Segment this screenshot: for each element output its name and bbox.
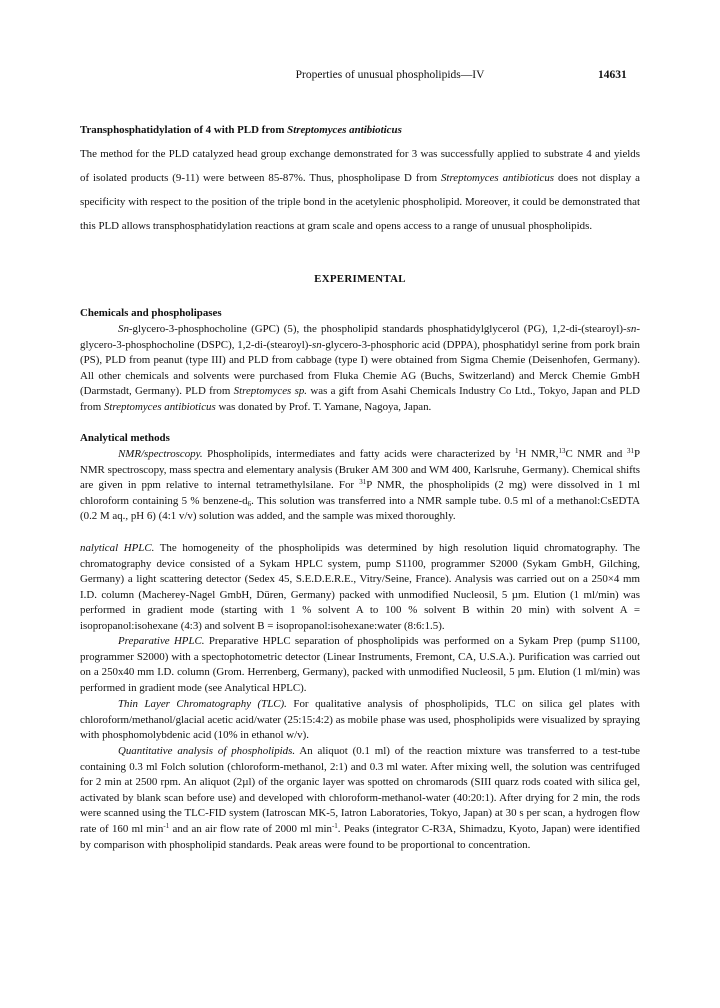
paragraph-text: P NMR, the phospholipids (2 mg) were dissolved in 1 ml chloroform containing 5 % benzene-d xyxy=(80,479,640,507)
paragraph-chemicals xyxy=(80,322,640,416)
species-name: Streptomyces sp. xyxy=(233,385,308,398)
paragraph-text: The homogeneity of the phospholipids was determined by high resolution liquid chromatography. The chromatography device consisted of a Sykam HPLC system, pump S1100, programmer S2000 (Sykam GmbH, Gilching, Germany) a light scattering detector (Sedex 45, S.E.D.E.R.E., Vitry/Seine, France). Analysis was carried out on a 250×4 mm I.D. column (Macherey-Nagel GmbH, Düren, Germany) packed with unmodified Nucleosil, 5 µm. Elution (1 ml/min) was performed in gradient mode (starting with 1 % solvent A to 100 % solvent B within 20 min) with solvent A = isopropanol:isohexane (4:3) and solvent B = isopropanol:isohexane:water (8:6:1.5). xyxy=(80,542,641,632)
paragraph-text: The method for the PLD catalyzed head group exchange demonstrated for 3 was successfully applied to substrate 4 and yields of isolated products (9-11) were between 85-87%. Thus, phospholipase D from xyxy=(80,148,640,184)
paragraph-text: -glycero-3-phosphocholine (DSPC), 1,2-di-(stearoyl)- xyxy=(80,323,640,351)
paragraph-transphosphatidylation xyxy=(80,142,640,238)
paragraph-text: P NMR spectroscopy, mass spectra and elementary analysis (Bruker AM 300 and WM 400, Karlsruhe, Germany). Chemical shifts are given in ppm relative to internal tetramethylsilane. For xyxy=(80,448,641,492)
sn-prefix: sn xyxy=(312,338,322,351)
paragraph-text: -glycero-3-phosphocholine (GPC) (5), the phospholipid standards phosphatidylglycerol (PG), 1,2-di-(stearoyl)- xyxy=(128,323,627,335)
paragraph-text: For qualitative analysis of phospholipids, TLC on silica gel plates with chloroform/methanol/glacial acetic acid/water (25:15:4:2) as mobile phase was used, phospholipids were visualized by spraying with phosphomolybdenic acid (10% in ethanol w/v). xyxy=(80,698,640,742)
paragraph-text: C NMR and xyxy=(565,448,627,460)
superscript: 31 xyxy=(626,447,634,455)
paragraph-text: does not display a specificity with respect to the position of the triple bond in the acetylenic phospholipid. Moreover, it could be demonstrated that this PLD allows transphosphatidylation reactions at gram scale and opens access to a range of unusual phospholipids. xyxy=(80,172,640,232)
paragraph-text: Phospholipids, intermediates and fatty acids were characterized by xyxy=(202,448,515,460)
paragraph-text: An aliquot (0.1 ml) of the reaction mixture was transferred to a test-tube containing 0.3 ml Folch solution (chloroform-methanol, 2:1) and 0.3 ml water. After mixing well, the solution was centrifuged for 2 min at 2500 rpm. An aliquot (2µl) of the organic layer was spotted on chromarods (SIII quarz rods coated with silica gel, activated by blank scan before use) and developed with chloroform-methanol-water (40:20:1). After drying for 2 min, the rods were scanned using the TLC-FID system (Iatroscan MK-5, Iatron Laboratories, Tokyo, Japan) at 30 s per scan, a hydrogen flow rate of 160 ml min xyxy=(80,745,640,835)
paragraph-text: H NMR, xyxy=(518,448,559,460)
superscript: 1 xyxy=(514,447,519,455)
subsection-label: Thin Layer Chromatography (TLC). xyxy=(118,698,287,710)
paragraph-text: . Peaks (integrator C-R3A, Shimadzu, Kyoto, Japan) were identified by comparison with phospholipid standards. Peak areas were found to be proportional to concentration. xyxy=(80,822,640,851)
heading-species: Streptomyces antibioticus xyxy=(287,124,402,136)
paragraph-preparative-hplc xyxy=(80,634,640,696)
superscript: 31 xyxy=(359,478,367,487)
subsection-label: Quantitative analysis of phospholipids. xyxy=(118,745,296,757)
heading-analytical-methods: Analytical methods xyxy=(80,432,170,444)
superscript: -1 xyxy=(163,821,170,830)
sn-prefix: sn xyxy=(626,323,637,335)
running-title: Properties of unusual phospholipids—IV xyxy=(295,69,485,81)
paragraph-text: was donated by Prof. T. Yamane, Nagoya, Japan. xyxy=(215,400,432,413)
sn-prefix: Sn xyxy=(118,323,129,335)
page-number: 14631 xyxy=(598,69,627,81)
heading-text: Transphosphatidylation of 4 with PLD from xyxy=(80,124,288,136)
paragraph-text: was a gift from Asahi Chemicals Industry Co Ltd., Tokyo, Japan and PLD from xyxy=(80,385,640,413)
experimental-title: EXPERIMENTAL xyxy=(314,273,406,285)
superscript: -1 xyxy=(331,821,338,830)
paragraph-nmr xyxy=(80,447,640,525)
section-heading-transphosphatidylation xyxy=(80,124,402,136)
paragraph-text: -glycero-3-phosphoric acid (DPPA), phosphatidyl serine from pork brain (PS), PLD from peanut (type III) and PLD from cabbage (type I) were obtained from Sigma Chemie (Deisenhofen, Germany). All other chemicals and solvents were purchased from Fluka Chemie AG (Buchs, Switzerland) and Merck Chemie GmbH (Darmstadt, Germany). PLD from xyxy=(80,338,640,398)
paragraph-text: Preparative HPLC separation of phospholipids was performed on a Sykam Prep (pump S1100, programmer S2000) with a spectophotometric detector (Linear Instruments, Fremont, CA, U.S.A.). Purification was carried out on a 250x40 mm I.D. column (Grom. Herrenberg, Germany), packed with unmodified Nucleosil, 5 µm. Elution (1 ml/min) was performed in gradient mode (see Analytical HPLC). xyxy=(80,635,640,694)
subscript: 6 xyxy=(247,499,252,508)
subsection-label: Preparative HPLC. xyxy=(118,635,205,647)
heading-chemicals: Chemicals and phospholipases xyxy=(80,307,222,319)
paragraph-quantitative-analysis xyxy=(80,744,640,853)
paragraph-tlc xyxy=(80,697,640,744)
species-name: Streptomyces antibioticus xyxy=(440,172,555,184)
species-name: Streptomyces antibioticus xyxy=(103,400,216,413)
paragraph-text: and an air flow rate of 2000 ml min xyxy=(169,822,332,835)
subsection-label: nalytical HPLC. xyxy=(80,542,155,554)
subsection-label: NMR/spectroscopy. xyxy=(118,448,203,460)
paragraph-analytical-hplc xyxy=(80,541,640,635)
paragraph-text: . This solution was transferred into a NMR sample tube. 0.5 ml of a methanol:CsEDTA (0.2 M aq., pH 6) (4:1 v/v) solution was added, and the sample was mixed thoroughly. xyxy=(80,494,640,523)
superscript: 13 xyxy=(558,447,566,455)
